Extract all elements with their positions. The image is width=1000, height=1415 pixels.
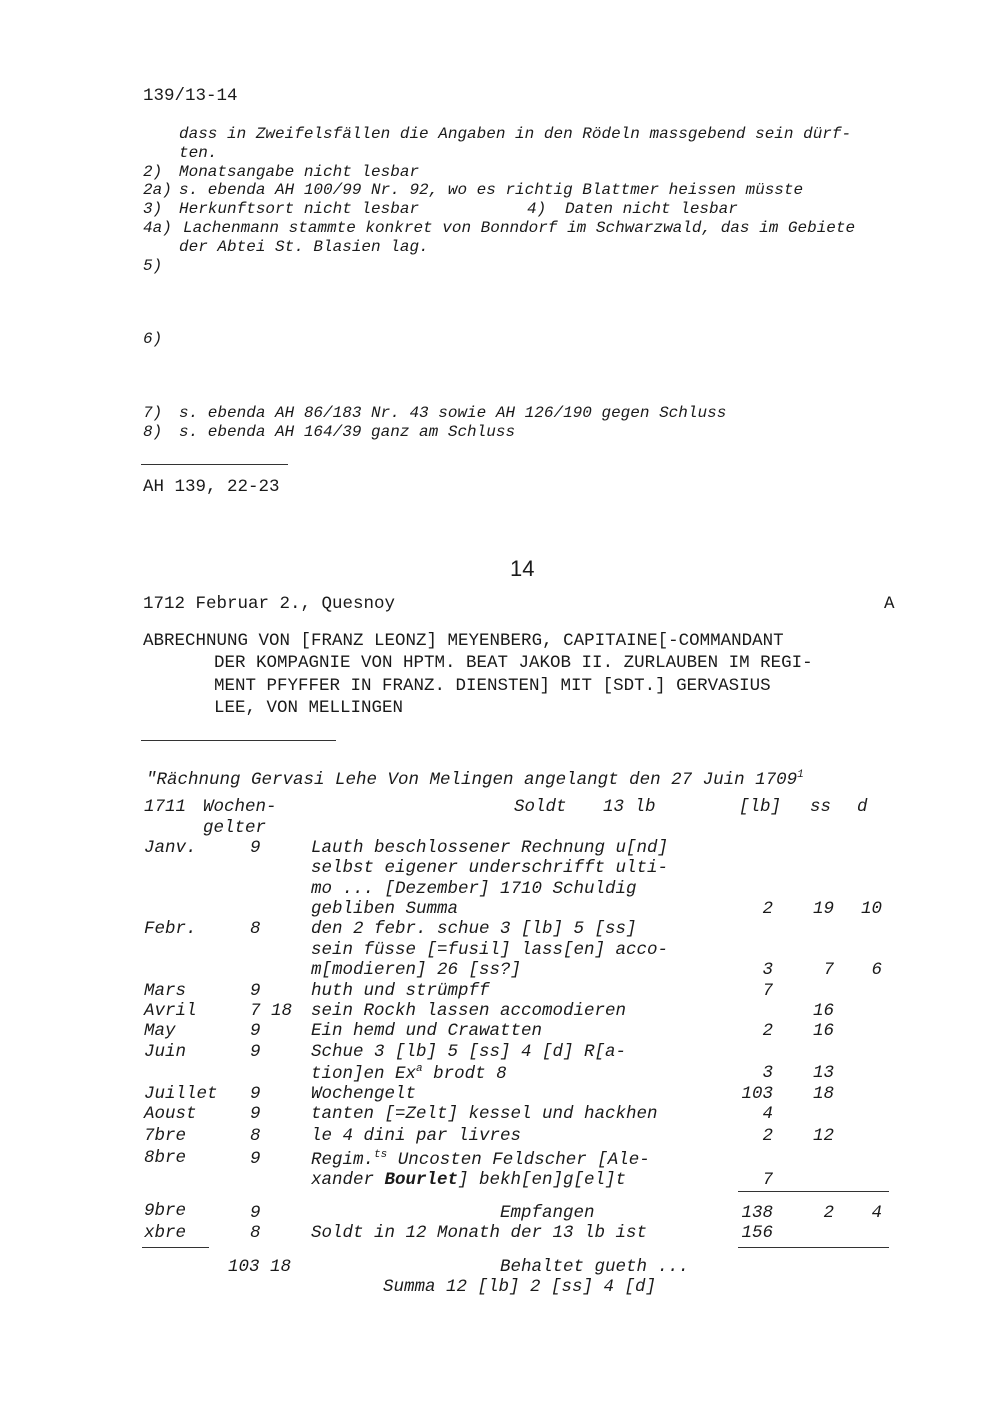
- month-label: Juillet: [144, 1084, 218, 1104]
- weeks-value: 9: [250, 1104, 261, 1124]
- weeks-value: 8: [250, 1223, 261, 1243]
- weeks-value: 9: [250, 1149, 261, 1169]
- entry-text: sein Rockh lassen accomodieren: [311, 1001, 627, 1021]
- document-type: A: [884, 594, 895, 614]
- amount-lb: 156: [741, 1223, 773, 1243]
- document-date-place: 1712 Februar 2., Quesnoy: [143, 594, 396, 614]
- source-reference: AH 139, 22-23: [143, 477, 280, 497]
- weeks-value: 9: [250, 1042, 261, 1062]
- month-label: 8bre: [144, 1148, 187, 1168]
- footnote-number: 6): [143, 330, 163, 348]
- footnote-continuation-line-2: ten.: [179, 144, 218, 162]
- weeks-value: 9: [250, 1203, 261, 1223]
- footnote-number: 5): [143, 257, 163, 275]
- month-label: Febr.: [144, 919, 197, 939]
- amount-lb: 7: [762, 981, 773, 1001]
- footnote-text: Daten nicht lesbar: [565, 200, 738, 218]
- entry-text: Soldt in 12 Monath der 13 lb ist: [311, 1223, 648, 1243]
- footnote-number: 2a): [143, 181, 172, 199]
- month-label: Juin: [144, 1042, 187, 1062]
- entry-text: tanten [=Zelt] kessel und hackhen: [311, 1104, 658, 1124]
- amount-lb: 3: [762, 1063, 773, 1083]
- amount-d: 4: [871, 1203, 882, 1223]
- weeks-total: 103 18: [228, 1257, 292, 1277]
- header-lb: [lb]: [739, 797, 782, 817]
- amount-ss: 16: [812, 1021, 834, 1041]
- footnote-text: Monatsangabe nicht lesbar: [179, 163, 420, 181]
- amount-ss: 19: [812, 899, 834, 919]
- footnote-number: 3): [143, 200, 163, 218]
- footnote-text: Lachenmann stammte konkret von Bonndorf im Schwarzwald, das im Gebiete: [183, 219, 856, 237]
- footnote-text: der Abtei St. Blasien lag.: [179, 238, 429, 256]
- header-d: d: [857, 797, 868, 817]
- entry-text: Ein hemd und Crawatten: [311, 1021, 543, 1041]
- entry-text: le 4 dini par livres: [311, 1126, 522, 1146]
- entry-text: Regim.$^{ts}$ Uncosten Feldscher [Ale-: [311, 1149, 650, 1170]
- month-label: Aoust: [144, 1104, 197, 1124]
- footnote-text: s. ebenda AH 164/39 ganz am Schluss: [179, 423, 516, 441]
- weeks-value: 9: [250, 1021, 261, 1041]
- footnote-text: s. ebenda AH 100/99 Nr. 92, wo es richtig Blattmer heissen müsste: [179, 181, 804, 199]
- document-number: 14: [510, 556, 535, 581]
- header-pay-value: 13 lb: [603, 797, 656, 817]
- header-pay: Soldt: [514, 797, 567, 817]
- footnote-number: 8): [143, 423, 163, 441]
- entry-text: den 2 febr. schue 3 [lb] 5 [ss]: [311, 919, 637, 939]
- heading-line: ABRECHNUNG VON [FRANZ LEONZ] MEYENBERG, CAPITAINE[-COMMANDANT: [143, 631, 784, 651]
- weeks-value: 8: [250, 919, 261, 939]
- footnote-number: 7): [143, 404, 163, 422]
- amount-ss: 16: [812, 1001, 834, 1021]
- entry-text: Empfangen: [500, 1203, 595, 1223]
- month-label: May: [144, 1021, 176, 1041]
- month-label: 9bre: [144, 1201, 187, 1221]
- amount-d: 10: [860, 899, 882, 919]
- weeks-value: 8: [250, 1126, 261, 1146]
- entry-text: tion]en Ex$^a$ brodt 8: [311, 1063, 507, 1084]
- month-label: Mars: [144, 981, 187, 1001]
- amount-lb: 2: [762, 1021, 773, 1041]
- amount-lb: 2: [762, 1126, 773, 1146]
- amount-ss: 7: [823, 960, 834, 980]
- footnote-number: 4): [527, 200, 547, 218]
- entry-text: Lauth beschlossener Rechnung u[nd]: [311, 838, 669, 858]
- entry-text: Schue 3 [lb] 5 [ss] 4 [d] R[a-: [311, 1042, 627, 1062]
- balance-sum: Summa 12 [lb] 2 [ss] 4 [d]: [383, 1277, 657, 1297]
- header-year: 1711: [144, 797, 187, 817]
- subtotal-rule: [738, 1191, 889, 1192]
- header-ss: ss: [810, 797, 832, 817]
- month-label: xbre: [144, 1223, 187, 1243]
- weeks-value: 9: [250, 1084, 261, 1104]
- weeks-value: 9: [250, 981, 261, 1001]
- footnote-separator: [141, 464, 288, 465]
- footnote-text: s. ebenda AH 86/183 Nr. 43 sowie AH 126/190 gegen Schluss: [179, 404, 727, 422]
- total-rule: [738, 1247, 889, 1248]
- entry-text: xander Bourlet] bekh[en]g[el]t: [311, 1170, 627, 1190]
- entry-text: gebliben Summa: [311, 899, 459, 919]
- month-label: Avril: [144, 1001, 197, 1021]
- amount-lb: 103: [741, 1084, 773, 1104]
- heading-line: MENT PFYFFER IN FRANZ. DIENSTEN] MIT [SDT.] GERVASIUS: [214, 676, 771, 696]
- page-reference: 139/13-14: [143, 86, 238, 106]
- entry-text: m[modieren] 26 [ss?]: [311, 960, 522, 980]
- entry-text: huth und strümpff: [311, 981, 490, 1001]
- weeks-value: 7 18: [250, 1001, 293, 1021]
- account-title: "Rächnung Gervasi Lehe Von Melingen angelangt den 27 Juin 1709$^1$: [146, 769, 804, 790]
- footnote-text: Herkunftsort nicht lesbar: [179, 200, 420, 218]
- amount-lb: 3: [762, 960, 773, 980]
- amount-ss: 18: [812, 1084, 834, 1104]
- entry-text: Wochengelt: [311, 1084, 417, 1104]
- heading-line: DER KOMPAGNIE VON HPTM. BEAT JAKOB II. ZURLAUBEN IM REGI-: [214, 653, 813, 673]
- amount-lb: 4: [762, 1104, 773, 1124]
- weeks-total-rule: [142, 1247, 209, 1248]
- amount-lb: 138: [741, 1203, 773, 1223]
- amount-ss: 2: [823, 1203, 834, 1223]
- amount-ss: 12: [812, 1126, 834, 1146]
- footnote-number: 4a): [143, 219, 172, 237]
- entry-text: sein füsse [=fusil] lass[en] acco-: [311, 940, 669, 960]
- month-label: Janv.: [144, 838, 197, 858]
- month-label: 7bre: [144, 1126, 187, 1146]
- amount-d: 6: [871, 960, 882, 980]
- footnote-continuation-line-1: dass in Zweifelsfällen die Angaben in den Rödeln massgebend sein dürf-: [179, 125, 852, 143]
- entry-text: mo ... [Dezember] 1710 Schuldig: [311, 879, 637, 899]
- header-weekly-pay: Wochen-: [203, 797, 277, 817]
- heading-separator: [141, 740, 336, 741]
- footnote-number: 2): [143, 163, 163, 181]
- amount-ss: 13: [812, 1063, 834, 1083]
- heading-line: LEE, VON MELLINGEN: [214, 698, 404, 718]
- entry-text: selbst eigener underschrifft ulti-: [311, 858, 669, 878]
- weeks-value: 9: [250, 838, 261, 858]
- amount-lb: 7: [762, 1170, 773, 1190]
- header-weekly-pay: gelter: [203, 818, 267, 838]
- balance-label: Behaltet gueth ...: [500, 1257, 690, 1277]
- amount-lb: 2: [762, 899, 773, 919]
